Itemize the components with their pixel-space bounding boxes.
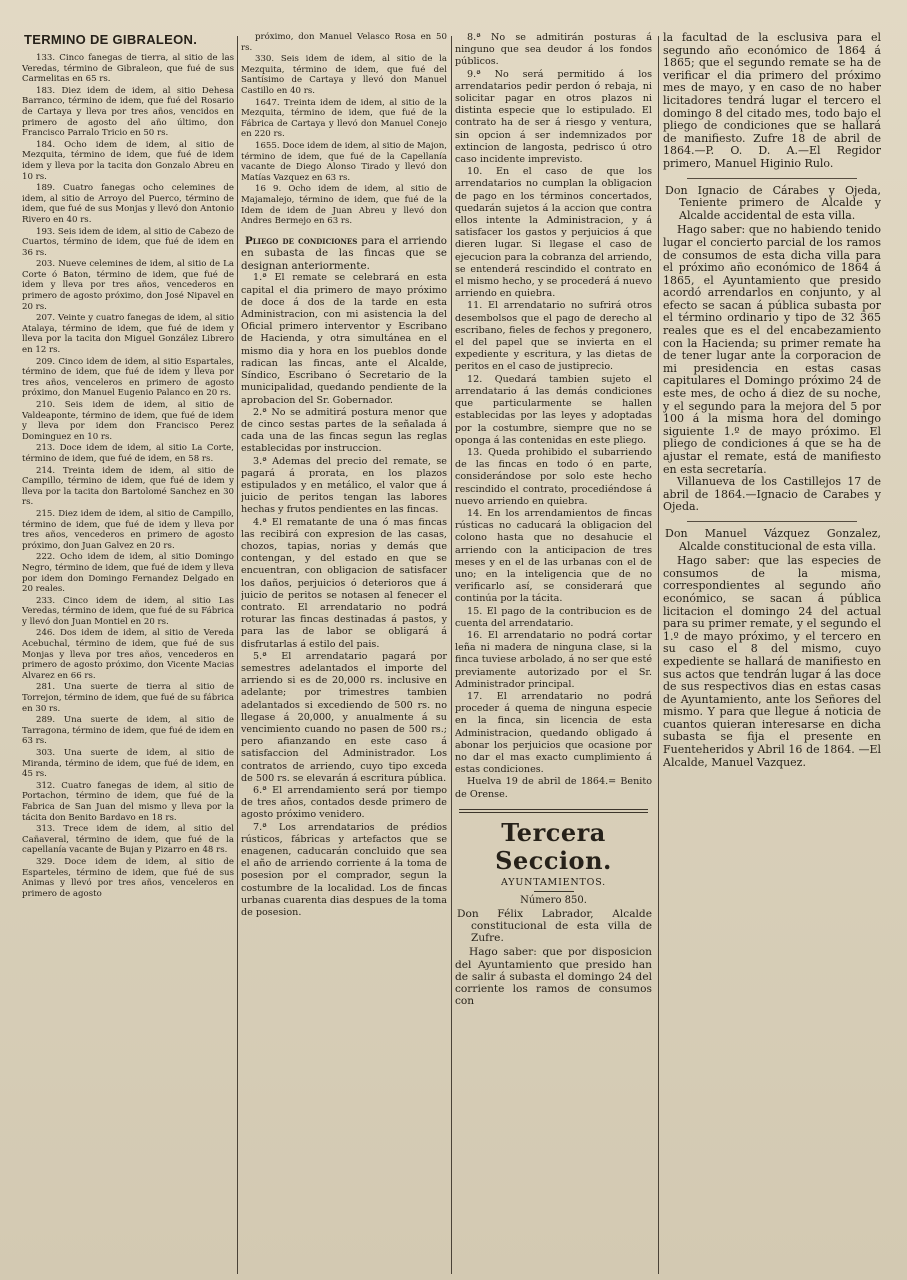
notice-body: Hago saber: que por disposicion del Ayuntamiento que presido han de salir á subasta el domingo 24 del corriente los ramos de consumos con (455, 946, 652, 1008)
list-item: 1655. Doce idem de idem, al sitio de Majon, término de idem, que fué de la Capellanía vacante de Diego Alonso Tirado y llevó don Matías Vazquez en 63 rs. (241, 140, 447, 183)
short-rule (534, 891, 574, 892)
subsection-title: AYUNTAMIENTOS. (501, 876, 606, 888)
condition-clause: 2.ª No se admitirá postura menor que de cinco sestas partes de la señalada á cada una de las fincas segun las reglas establecidas por instruccion. (241, 406, 447, 455)
conditions-subtitle: para el arriendo en subasta de las fincas que se designan anteriormente. (241, 234, 447, 272)
list-item: 214. Treinta idem de idem, al sitio de Campillo, término de idem, que fué de idem y lleva por la tacita don Bartolomé Sanchez en 30 rs. (22, 465, 234, 508)
notice-body: Hago saber: que no habiendo tenido lugar el concierto parcial de los ramos de consumos de esta dicha villa para el próximo año económico de 1864 á 1865, el Ayuntamiento que presido acordó arrendarlos en conjunto, y al efecto se sacan á pública subasta por el término ordinario y tipo de 32 365 reales que es el del encabezamiento con la Hacienda; su primer remate ha de tener lugar ante la corporacion de mi presidencia en estas casas capitulares el Domingo próximo 24 de este mes, de ocho á diez de su noche, y el segundo para la mejora del 5 por 100 á la misma hora del domingo siguiente 1.º de mayo próximo. El pliego de condiciones á que se ha de ajustar el remate, está de manifiesto en esta secretaría. (663, 223, 881, 476)
column-rule (451, 36, 452, 1274)
signature: Huelva 19 de abril de 1864.= Benito de Orense. (455, 776, 652, 800)
list-item: 233. Cinco idem de idem, al sitio Las Veredas, término de idem, que fué de su Fábrica y llevó don Juan Montiel en 20 rs. (22, 595, 234, 627)
column-2 (241, 32, 447, 1274)
list-item: 207. Veinte y cuatro fanegas de idem, al sitio Atalaya, término de idem, que fué de idem y lleva por la tacita don Miguel González Librero en 12 rs. (22, 313, 234, 356)
conditions-lead: Pliego de condiciones (245, 234, 358, 247)
condition-clause: 9.ª No será permitido á los arrendatarios pedir perdon ó rebaja, ni solicitar pagar en otros plazos ni distinta especie que lo estipulado. El contrato ha de ser á riesgo y ventura, sin opcion á ser indemnizados por extincion de langosta, pedrisco ú otro caso incidente imprevisto. (455, 68, 652, 166)
list-item: 1647. Treinta idem de idem, al sitio de la Mezquita, término de idem, que fué de la Fábrica de Cartaya y llevó don Manuel Conejo en 220 rs. (241, 97, 447, 140)
list-item: 312. Cuatro fanegas de idem, al sitio de Portachon, término de idem, que fué de la Fabrica de San Juan del mismo y lleva por la tácita don Benito Bardavo en 18 rs. (22, 780, 234, 823)
notice-heading: Don Ignacio de Cárabes y Ojeda, Teniente primero de Alcalde y Alcalde accidental de esta villa. (665, 183, 881, 222)
column-rule (658, 36, 659, 1274)
condition-clause: 14. En los arrendamientos de fincas rústicas no caducará la obligacion del colono hasta que no desahucie el arriendo con la anticipacion de tres meses y en el de las urbanas con el de uno; en la inteligencia que de no verificarlo así, se considerará que continúa por la tácita. (455, 507, 652, 605)
section-heading: TERMINO DE GIBRALEON. (24, 32, 198, 47)
condition-clause: 10. En el caso de que los arrendatarios no cumplan la obligacion de pago en los términos concertados, quedarán sujetos á la accion que contra ellos intente la Administracion, y á satisfacer los gastos y perjuicios á que dieren lugar. Si llegase el caso de ejecucion para la cobranza del arriendo, se entenderá rescindido el contrato en el mismo hecho, y se procederá á nuevo arriendo en quiebra. (455, 166, 652, 300)
notice-heading: Don Manuel Vázquez Gonzalez, Alcalde constitucional de esta villa. (665, 526, 881, 553)
list-item: 222. Ocho idem de idem, al sitio Domingo Negro, término de idem, que fué de idem y lleva por idem don Domingo Fernandez Delgado en 20 reales. (22, 552, 234, 595)
list-item: 303. Una suerte de idem, al sitio de Miranda, término de idem, que fué de idem, en 45 rs. (22, 748, 234, 780)
section-divider (459, 809, 648, 813)
notice-number: Número 850. (520, 894, 587, 906)
condition-clause: 12. Quedará tambien sujeto el arrendatario á las demás condiciones que particularmente se hallen establecidas por las leyes y adoptadas por la costumbre, siempre que no se oponga á las contenidas en este pliego. (455, 373, 652, 446)
list-item: 183. Diez idem de idem, al sitio Dehesa Barranco, término de idem, que fué del Rosario de Cartaya y lleva por tres años, vencidos en primero de agosto del año último, don Francisco Parralo Tricio en 50 rs. (22, 85, 234, 139)
notice-body: Hago saber: que las especies de consumos de la misma, correspondientes al segundo año económico, se sacan á pública licitacion el domingo 24 del actual para su primer remate, y el segundo el 1.º de mayo próximo, y el tercero en su caso el 8 del mismo, cuyo expediente se hallará de manifiesto en sus actos que tendrán lugar á las doce de sus respectivos dias en estas casas de Ayuntamiento, ante los Señores del mismo. Y para que llegue á noticia de cuantos quieran interesarse en dicha subasta se fija el presente en Fuenteheridos y Abril 16 de 1864. —El Alcalde, Manuel Vazquez. (663, 554, 881, 769)
condition-clause: 16. El arrendatario no podrá cortar leña ni madera de ninguna clase, si la finca tuviese arbolado, á no ser que esté previamente autorizado por el Sr. Administrador principal. (455, 629, 652, 690)
notice-continuation: la facultad de la esclusiva para el segundo año económico de 1864 á 1865; que el segundo remate se ha de verificar el dia primero del próximo mes de mayo, y en caso de no haber licitadores tendrá lugar el tercero el domingo 8 del citado mes, todo bajo el pliego de condiciones que se hallará de manifiesto. Zufre 18 de abril de 1864.—P. O. D. A.—El Regidor primero, Manuel Higinio Rulo. (663, 32, 881, 170)
list-item: 209. Cinco idem de idem, al sitio Espartales, término de idem, que fué de idem y lleva por tres años, venceleros en primero de agosto próximo, don Manuel Eugenio Palanco en 20 rs. (22, 356, 234, 399)
list-item: 189. Cuatro fanegas ocho celemines de idem, al sitio de Arroyo del Puerco, término de idem, que fué de sus Monjas y llevó don Antonio Rivero en 40 rs. (22, 183, 234, 225)
list-item: 313. Trece idem de idem, al sitio del Cañaveral, término de idem, que fué de la capellanía vacante de Bujan y Pizarro en 48 rs. (22, 824, 234, 856)
list-item: 210. Seis idem de idem, al sitio de Valdeaponte, término de idem, que fué de idem y lleva por idem don Francisco Perez Dominguez en 10 rs. (22, 400, 234, 442)
list-item: 246. Dos idem de idem, al sitio de Vereda Acebuchal, término de idem, que fué de sus Monjas y lleva por tres años, vencederos en primero de agosto próximo, don Vicente Macias Alvarez en 66 rs. (22, 628, 234, 681)
column-1 (22, 32, 234, 1274)
list-item: próximo, don Manuel Velasco Rosa en 50 rs. (241, 32, 447, 53)
section-title: Tercera Seccion. (495, 817, 612, 875)
notice-signature: Villanueva de los Castillejos 17 de abril de 1864.—Ignacio de Carabes y Ojeda. (663, 475, 881, 514)
list-item: 289. Una suerte de idem, al sitio de Tarragona, término de idem, que fué de idem en 63 rs. (22, 715, 234, 747)
list-item: 16 9. Ocho idem de idem, al sitio de Majamalejo, término de idem, que fué de la Idem de idem de Juan Abreu y llevó don Andres Bermejo en 63 rs. (241, 184, 447, 227)
condition-clause: 3.ª Ademas del precio del remate, se pagará á prorata, en los plazos estipulados y en metálico, el valor que á juicio de peritos tengan las labores hechas y frutos pendientes en las fincas. (241, 455, 447, 516)
notice-divider (687, 521, 857, 522)
condition-clause: 11. El arrendatario no sufrirá otros desembolsos que el pago de derecho al escribano, fieles de fechos y pregonero, el del papel que se invierta en el expediente y escritura, y las dietas de peritos en el caso de justiprecio. (455, 300, 652, 373)
list-item: 213. Doce idem de idem, al sitio La Corte, término de idem, que fué de idem, en 58 rs. (22, 443, 234, 464)
condition-clause: 17. El arrendatario no podrá proceder á quema de ninguna especie en la finca, sin licencia de esta Administracion, quedando obligado á abonar los perjuicios que ocasione por no dar el mas exacto cumplimiento á estas condiciones. (455, 690, 652, 776)
conditions-title (241, 235, 447, 273)
notice-divider (687, 178, 857, 179)
condition-clause: 8.ª No se admitirán posturas á ninguno que sea deudor á los fondos públicos. (455, 32, 652, 68)
list-item: 133. Cinco fanegas de tierra, al sitio de las Veredas, término de Gibraleon, que fué de sus Carmelitas en 65 rs. (22, 53, 234, 85)
list-item: 184. Ocho idem de idem, al sitio de Mezquita, término de idem, que fué de idem idem y lleva por la tacita don Gonzalo Abreu en 10 rs. (22, 139, 234, 182)
notice-heading: Don Félix Labrador, Alcalde constitucional de esta villa de Zufre. (457, 907, 652, 945)
condition-clause: 1.ª El remate se celebrará en esta capital el dia primero de mayo próximo de doce á dos de la tarde en esta Administracion, con mi asistencia la del Oficial primero interventor y Escribano de Hacienda, y otra simultánea en el mismo dia y hora en los pueblos donde radican las fincas, ante el Alcalde, Síndico, Escribano ó Secretario de la municipalidad, quedando pendiente de la aprobacion del Sr. Gobernador. (241, 272, 447, 406)
column-4 (663, 32, 881, 1274)
list-item: 215. Diez idem de idem, al sitio de Campillo, término de idem, que fué de idem y lleva por tres años, vencederos en primero de agosto próximo, don Juan Galvez en 20 rs. (22, 508, 234, 551)
condition-clause: 15. El pago de la contribucion es de cuenta del arrendatario. (455, 605, 652, 629)
column-3 (455, 32, 652, 1274)
condition-clause: 4.ª El rematante de una ó mas fincas las recibirá con expresion de las casas, chozos, tapias, norias y demás que contengan, y del estado en que se encuentran, con obligacion de satisfacer los daños, perjuicios ó deterioros que á juicio de peritos se notasen al fenecer el contrato. El arrendatario no podrá roturar las fincas destinadas á pastos, y para las de labor se obligará á disfrutarlas á estilo del pais. (241, 516, 447, 650)
list-item: 330. Seis idem de idem, al sitio de la Mezquita, término de idem, que fué del Santísimo de Cartaya y llevó don Manuel Castillo en 40 rs. (241, 54, 447, 96)
condition-clause: 6.ª El arrendamiento será por tiempo de tres años, contados desde primero de agosto próximo venidero. (241, 785, 447, 821)
column-rule (237, 36, 238, 1274)
list-item: 329. Doce idem de idem, al sitio de Esparteles, término de idem, que fué de sus Animas y llevó por tres años, venceleros en primero de agosto (22, 856, 234, 899)
condition-clause: 5.ª El arrendatario pagará por semestres adelantados el importe del arriendo si es de 20,000 rs. inclusive en adelante; por trimestres tambien adelantados si excediendo de 500 rs. no llegase á 20,000, y anualmente á su vencimiento cuando no pasen de 500 rs.; pero afianzando en este caso á satisfaccion del Administrador. Los contratos de arriendo, cuyo tipo exceda de 500 rs. se elevarán á escritura pública. (241, 650, 447, 784)
condition-clause: 7.ª Los arrendatarios de prédios rústicos, fábricas y artefactos que se enagenen, caducarán concluido que sea el año de arriendo corriente á la toma de posesion por el comprador, segun la costumbre de la localidad. Los de fincas urbanas cuarenta dias despues de la toma de posesion. (241, 821, 447, 919)
list-item: 281. Una suerte de tierra al sitio de Torrejon, término de idem, que fué de su fábrica en 30 rs. (22, 682, 234, 714)
list-item: 203. Nueve celemines de idem, al sitio de La Corte ó Baton, término de idem, que fué de idem y lleva por tres años, vencederos en primero de agosto próximo, don José Nipavel en 20 rs. (22, 259, 234, 312)
list-item: 193. Seis idem de idem, al sitio de Cabezo de Cuartos, término de idem, que fué de idem en 36 rs. (22, 226, 234, 258)
condition-clause: 13. Queda prohibido el subarriendo de las fincas en todo ó en parte, considerándose por solo este hecho rescindido el contrato, procediéndose á nuevo arriendo en quiebra. (455, 446, 652, 507)
